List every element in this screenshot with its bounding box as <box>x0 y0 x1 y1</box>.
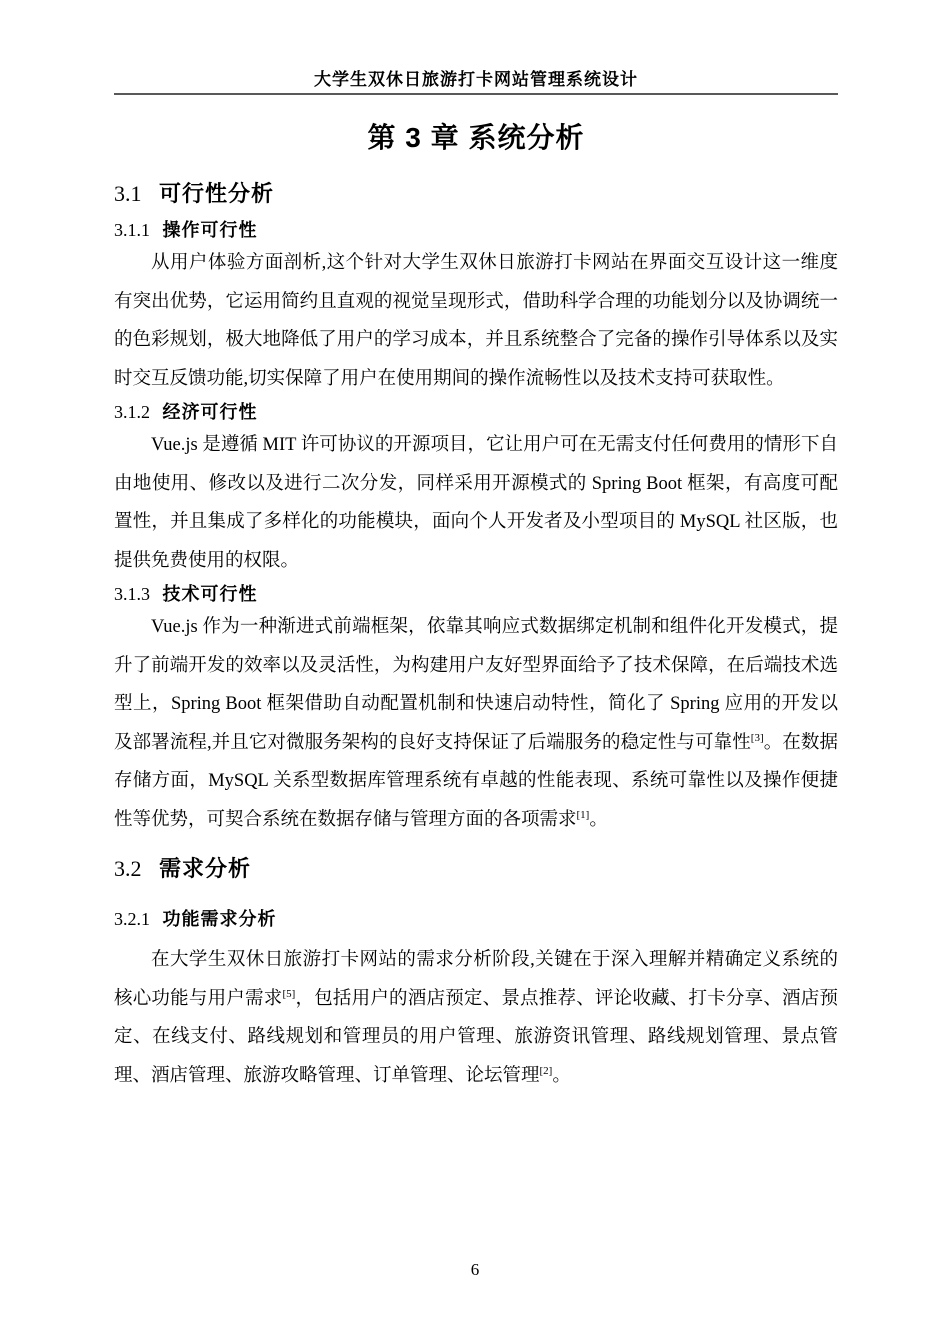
section-title-3-1: 可行性分析 <box>159 181 275 206</box>
paragraph-operational-feasibility: 从用户体验方面剖析,这个针对大学生双休日旅游打卡网站在界面交互设计这一维度有突出优势，它运用简约且直观的视觉呈现形式，借助科学合理的功能划分以及协调统一的色彩规划，极大地降低了用户的学习成本，并且系统整合了完备的操作引导体系以及实时交互反馈功能,切实保障了用户在使用期间的操作流畅性以及技术支持可获取性。 <box>114 253 838 389</box>
subsection-title-3-1-1: 操作可行性 <box>162 220 258 240</box>
subsection-number-3-1-1: 3.1.1 <box>114 220 150 240</box>
subsection-title-3-2-1: 功能需求分析 <box>162 909 277 929</box>
section-heading-3-1 <box>114 180 838 208</box>
subsection-number-3-1-3: 3.1.3 <box>114 584 150 604</box>
subsection-heading-3-1-1 <box>114 218 838 242</box>
section-number-3-1: 3.1 <box>114 181 142 206</box>
subsection-heading-3-1-3 <box>114 582 838 606</box>
subsection-heading-3-2-1 <box>114 907 838 931</box>
section-heading-3-2 <box>114 855 838 883</box>
subsection-number-3-2-1: 3.2.1 <box>114 909 150 929</box>
subsection-number-3-1-2: 3.1.2 <box>114 402 150 422</box>
running-header <box>114 70 838 95</box>
paragraph-technical-feasibility: Vue.js 作为一种渐进式前端框架，依靠其响应式数据绑定机制和组件化开发模式，提升了前端开发的效率以及灵活性，为构建用户友好型界面给予了技术保障，在后端技术选型上，Spring Boot 框架借助自动配置机制和快速启动特性，简化了 Spring 应用的开发以及部署流程,并且它对微服务架构的良好支持保证了后端服务的稳定性与可靠性[3]。在数据存储方面，MySQL 关系型数据库管理系统有卓越的性能表现、系统可靠性以及操作便捷性等优势，可契合系统在数据存储与管理方面的各项需求[1]。 <box>114 617 838 830</box>
chapter-title: 第 3 章 系统分析 <box>367 122 585 153</box>
subsection-title-3-1-3: 技术可行性 <box>162 584 258 604</box>
section-number-3-2: 3.2 <box>114 856 142 881</box>
header-divider <box>114 93 838 95</box>
subsection-title-3-1-2: 经济可行性 <box>162 402 258 422</box>
page-number: 6 <box>470 1260 480 1279</box>
section-title-3-2: 需求分析 <box>159 856 252 881</box>
subsection-heading-3-1-2 <box>114 400 838 424</box>
paragraph-functional-requirements: 在大学生双休日旅游打卡网站的需求分析阶段,关键在于深入理解并精确定义系统的核心功能与用户需求[5]，包括用户的酒店预定、景点推荐、评论收藏、打卡分享、酒店预定、在线支付、路线规划和管理员的用户管理、旅游资讯管理、路线规划管理、景点管理、酒店管理、旅游攻略管理、订单管理、论坛管理[2]。 <box>114 950 838 1086</box>
running-header-title: 大学生双休日旅游打卡网站管理系统设计 <box>314 70 638 89</box>
paragraph-economic-feasibility: Vue.js 是遵循 MIT 许可协议的开源项目，它让用户可在无需支付任何费用的情形下自由地使用、修改以及进行二次分发，同样采用开源模式的 Spring Boot 框架，有高度可配置性，并且集成了多样化的功能模块，面向个人开发者及小型项目的 MySQL 社区版，也提供免费使用的权限。 <box>114 435 838 571</box>
